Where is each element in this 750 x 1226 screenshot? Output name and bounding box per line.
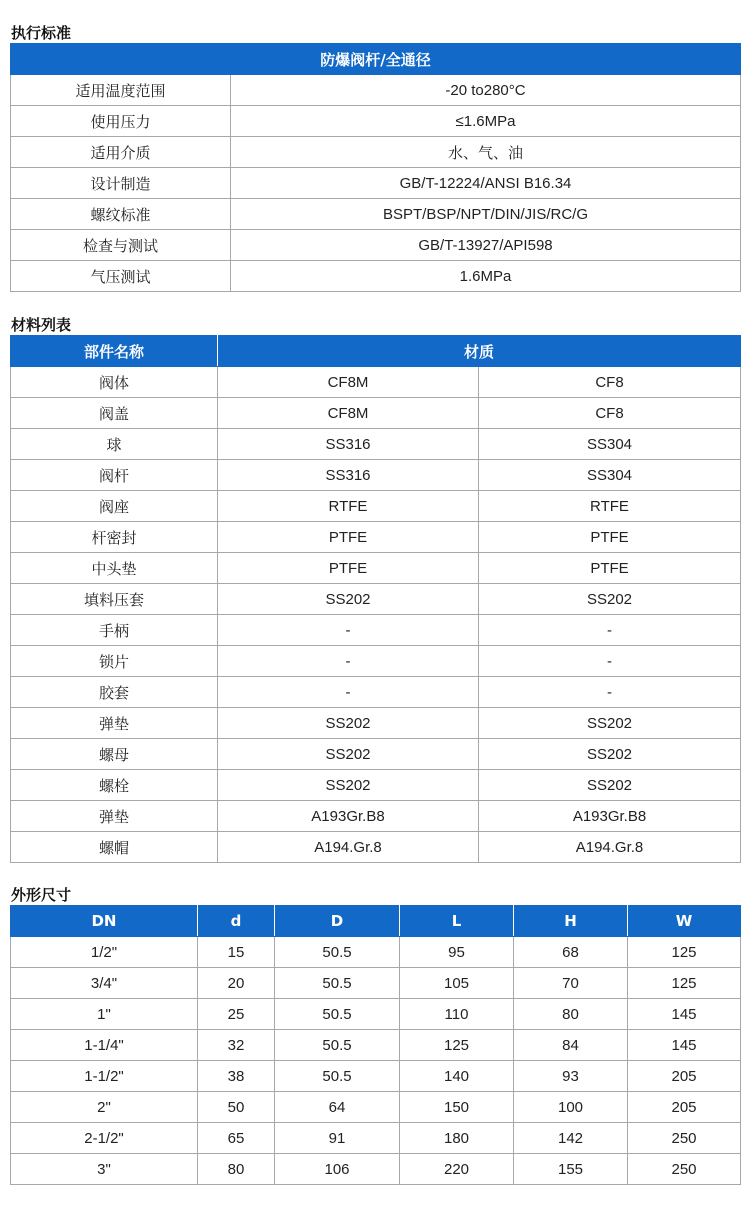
dimensions-cell: 150 — [400, 1092, 514, 1123]
materials-header-material: 材质 — [218, 336, 741, 367]
materials-table — [10, 335, 741, 863]
standards-value: 1.6MPa — [231, 261, 741, 292]
dimensions-cell: 145 — [628, 1030, 741, 1061]
dimensions-cell: 64 — [275, 1092, 400, 1123]
dimensions-cell: 1" — [11, 999, 198, 1030]
dimensions-cell: 125 — [628, 968, 741, 999]
dimensions-cell: 140 — [400, 1061, 514, 1092]
material-part-name: 螺栓 — [11, 770, 218, 801]
dimensions-cell: 15 — [198, 937, 275, 968]
material-value-1: SS316 — [218, 460, 479, 491]
dimensions-row — [11, 1092, 741, 1123]
material-part-name: 杆密封 — [11, 522, 218, 553]
standards-value: BSPT/BSP/NPT/DIN/JIS/RC/G — [231, 199, 741, 230]
dimensions-cell: 155 — [514, 1154, 628, 1185]
dimensions-row — [11, 937, 741, 968]
standards-section-title: 执行标准 — [11, 24, 72, 42]
materials-header-row — [11, 336, 741, 367]
standards-label: 适用温度范围 — [11, 75, 231, 106]
material-value-2: SS304 — [479, 429, 741, 460]
dimensions-cell: 2-1/2" — [11, 1123, 198, 1154]
material-part-name: 胶套 — [11, 677, 218, 708]
materials-row — [11, 367, 741, 398]
materials-header-part: 部件名称 — [11, 336, 218, 367]
standards-row — [11, 230, 741, 261]
material-value-1: PTFE — [218, 522, 479, 553]
dimensions-header-cell: d — [198, 906, 275, 937]
dimensions-cell: 68 — [514, 937, 628, 968]
material-value-2: - — [479, 615, 741, 646]
dimensions-cell: 250 — [628, 1123, 741, 1154]
dimensions-cell: 1-1/4" — [11, 1030, 198, 1061]
material-value-2: SS202 — [479, 708, 741, 739]
dimensions-cell: 105 — [400, 968, 514, 999]
standards-header-row — [11, 44, 741, 75]
dimensions-header-cell: L — [400, 906, 514, 937]
material-value-2: CF8 — [479, 398, 741, 429]
materials-row — [11, 553, 741, 584]
materials-row — [11, 708, 741, 739]
dimensions-section-title: 外形尺寸 — [11, 886, 72, 904]
dimensions-cell: 50.5 — [275, 1030, 400, 1061]
material-part-name: 阀杆 — [11, 460, 218, 491]
materials-row — [11, 832, 741, 863]
dimensions-row — [11, 1154, 741, 1185]
material-value-2: A193Gr.B8 — [479, 801, 741, 832]
dimensions-cell: 32 — [198, 1030, 275, 1061]
standards-row — [11, 75, 741, 106]
standards-value: GB/T-13927/API598 — [231, 230, 741, 261]
material-value-1: - — [218, 646, 479, 677]
dimensions-cell: 106 — [275, 1154, 400, 1185]
material-value-1: - — [218, 615, 479, 646]
material-part-name: 弹垫 — [11, 708, 218, 739]
standards-row — [11, 261, 741, 292]
dimensions-row — [11, 968, 741, 999]
materials-row — [11, 615, 741, 646]
dimensions-cell: 110 — [400, 999, 514, 1030]
dimensions-cell: 50.5 — [275, 1061, 400, 1092]
dimensions-cell: 3/4" — [11, 968, 198, 999]
material-part-name: 阀盖 — [11, 398, 218, 429]
material-value-2: RTFE — [479, 491, 741, 522]
dimensions-cell: 50.5 — [275, 999, 400, 1030]
material-part-name: 螺母 — [11, 739, 218, 770]
dimensions-header-cell: H — [514, 906, 628, 937]
dimensions-header-cell: W — [628, 906, 741, 937]
materials-row — [11, 677, 741, 708]
materials-row — [11, 522, 741, 553]
standards-value: GB/T-12224/ANSI B16.34 — [231, 168, 741, 199]
material-value-2: A194.Gr.8 — [479, 832, 741, 863]
material-value-2: PTFE — [479, 522, 741, 553]
dimensions-cell: 95 — [400, 937, 514, 968]
material-value-2: CF8 — [479, 367, 741, 398]
standards-header: 防爆阀杆/全通径 — [11, 44, 741, 75]
material-value-1: A194.Gr.8 — [218, 832, 479, 863]
dimensions-cell: 250 — [628, 1154, 741, 1185]
material-value-1: RTFE — [218, 491, 479, 522]
dimensions-cell: 205 — [628, 1061, 741, 1092]
standards-row — [11, 106, 741, 137]
dimensions-row — [11, 999, 741, 1030]
standards-row — [11, 168, 741, 199]
dimensions-cell: 2" — [11, 1092, 198, 1123]
material-part-name: 手柄 — [11, 615, 218, 646]
dimensions-cell: 20 — [198, 968, 275, 999]
material-value-2: SS202 — [479, 770, 741, 801]
dimensions-cell: 38 — [198, 1061, 275, 1092]
material-value-2: - — [479, 677, 741, 708]
material-value-2: SS202 — [479, 739, 741, 770]
dimensions-cell: 3" — [11, 1154, 198, 1185]
dimensions-cell: 205 — [628, 1092, 741, 1123]
dimensions-cell: 84 — [514, 1030, 628, 1061]
standards-label: 螺纹标准 — [11, 199, 231, 230]
material-value-2: SS304 — [479, 460, 741, 491]
standards-value: ≤1.6MPa — [231, 106, 741, 137]
dimensions-cell: 1/2" — [11, 937, 198, 968]
dimensions-cell: 142 — [514, 1123, 628, 1154]
material-value-2: PTFE — [479, 553, 741, 584]
standards-row — [11, 199, 741, 230]
standards-value: -20 to280°C — [231, 75, 741, 106]
dimensions-cell: 125 — [400, 1030, 514, 1061]
materials-row — [11, 398, 741, 429]
material-value-1: CF8M — [218, 398, 479, 429]
materials-row — [11, 460, 741, 491]
material-value-1: SS316 — [218, 429, 479, 460]
materials-row — [11, 739, 741, 770]
dimensions-cell: 93 — [514, 1061, 628, 1092]
materials-row — [11, 429, 741, 460]
material-value-1: SS202 — [218, 739, 479, 770]
dimensions-cell: 145 — [628, 999, 741, 1030]
materials-row — [11, 491, 741, 522]
materials-row — [11, 801, 741, 832]
dimensions-table — [10, 905, 741, 1185]
material-value-1: SS202 — [218, 584, 479, 615]
dimensions-header-cell: D — [275, 906, 400, 937]
material-value-2: SS202 — [479, 584, 741, 615]
material-part-name: 阀座 — [11, 491, 218, 522]
dimensions-cell: 1-1/2" — [11, 1061, 198, 1092]
material-value-1: PTFE — [218, 553, 479, 584]
dimensions-header-cell: DN — [11, 906, 198, 937]
material-part-name: 阀体 — [11, 367, 218, 398]
standards-value: 水、气、油 — [231, 137, 741, 168]
dimensions-cell: 50.5 — [275, 968, 400, 999]
standards-row — [11, 137, 741, 168]
dimensions-cell: 91 — [275, 1123, 400, 1154]
dimensions-cell: 125 — [628, 937, 741, 968]
dimensions-cell: 70 — [514, 968, 628, 999]
material-value-1: CF8M — [218, 367, 479, 398]
dimensions-cell: 50.5 — [275, 937, 400, 968]
material-value-1: SS202 — [218, 770, 479, 801]
materials-section-title: 材料列表 — [11, 316, 72, 334]
dimensions-cell: 100 — [514, 1092, 628, 1123]
dimensions-cell: 50 — [198, 1092, 275, 1123]
dimensions-cell: 65 — [198, 1123, 275, 1154]
material-part-name: 球 — [11, 429, 218, 460]
dimensions-row — [11, 1030, 741, 1061]
material-value-2: - — [479, 646, 741, 677]
dimensions-row — [11, 1123, 741, 1154]
material-part-name: 弹垫 — [11, 801, 218, 832]
dimensions-cell: 80 — [198, 1154, 275, 1185]
standards-label: 使用压力 — [11, 106, 231, 137]
standards-label: 适用介质 — [11, 137, 231, 168]
material-part-name: 锁片 — [11, 646, 218, 677]
dimensions-cell: 180 — [400, 1123, 514, 1154]
materials-row — [11, 584, 741, 615]
material-value-1: SS202 — [218, 708, 479, 739]
material-part-name: 填料压套 — [11, 584, 218, 615]
standards-label: 气压测试 — [11, 261, 231, 292]
material-value-1: - — [218, 677, 479, 708]
standards-label: 检查与测试 — [11, 230, 231, 261]
materials-row — [11, 770, 741, 801]
dimensions-header-row — [11, 906, 741, 937]
dimensions-cell: 80 — [514, 999, 628, 1030]
dimensions-row — [11, 1061, 741, 1092]
material-value-1: A193Gr.B8 — [218, 801, 479, 832]
material-part-name: 中头垫 — [11, 553, 218, 584]
dimensions-cell: 25 — [198, 999, 275, 1030]
dimensions-cell: 220 — [400, 1154, 514, 1185]
materials-row — [11, 646, 741, 677]
standards-label: 设计制造 — [11, 168, 231, 199]
material-part-name: 螺帽 — [11, 832, 218, 863]
standards-table — [10, 43, 741, 292]
